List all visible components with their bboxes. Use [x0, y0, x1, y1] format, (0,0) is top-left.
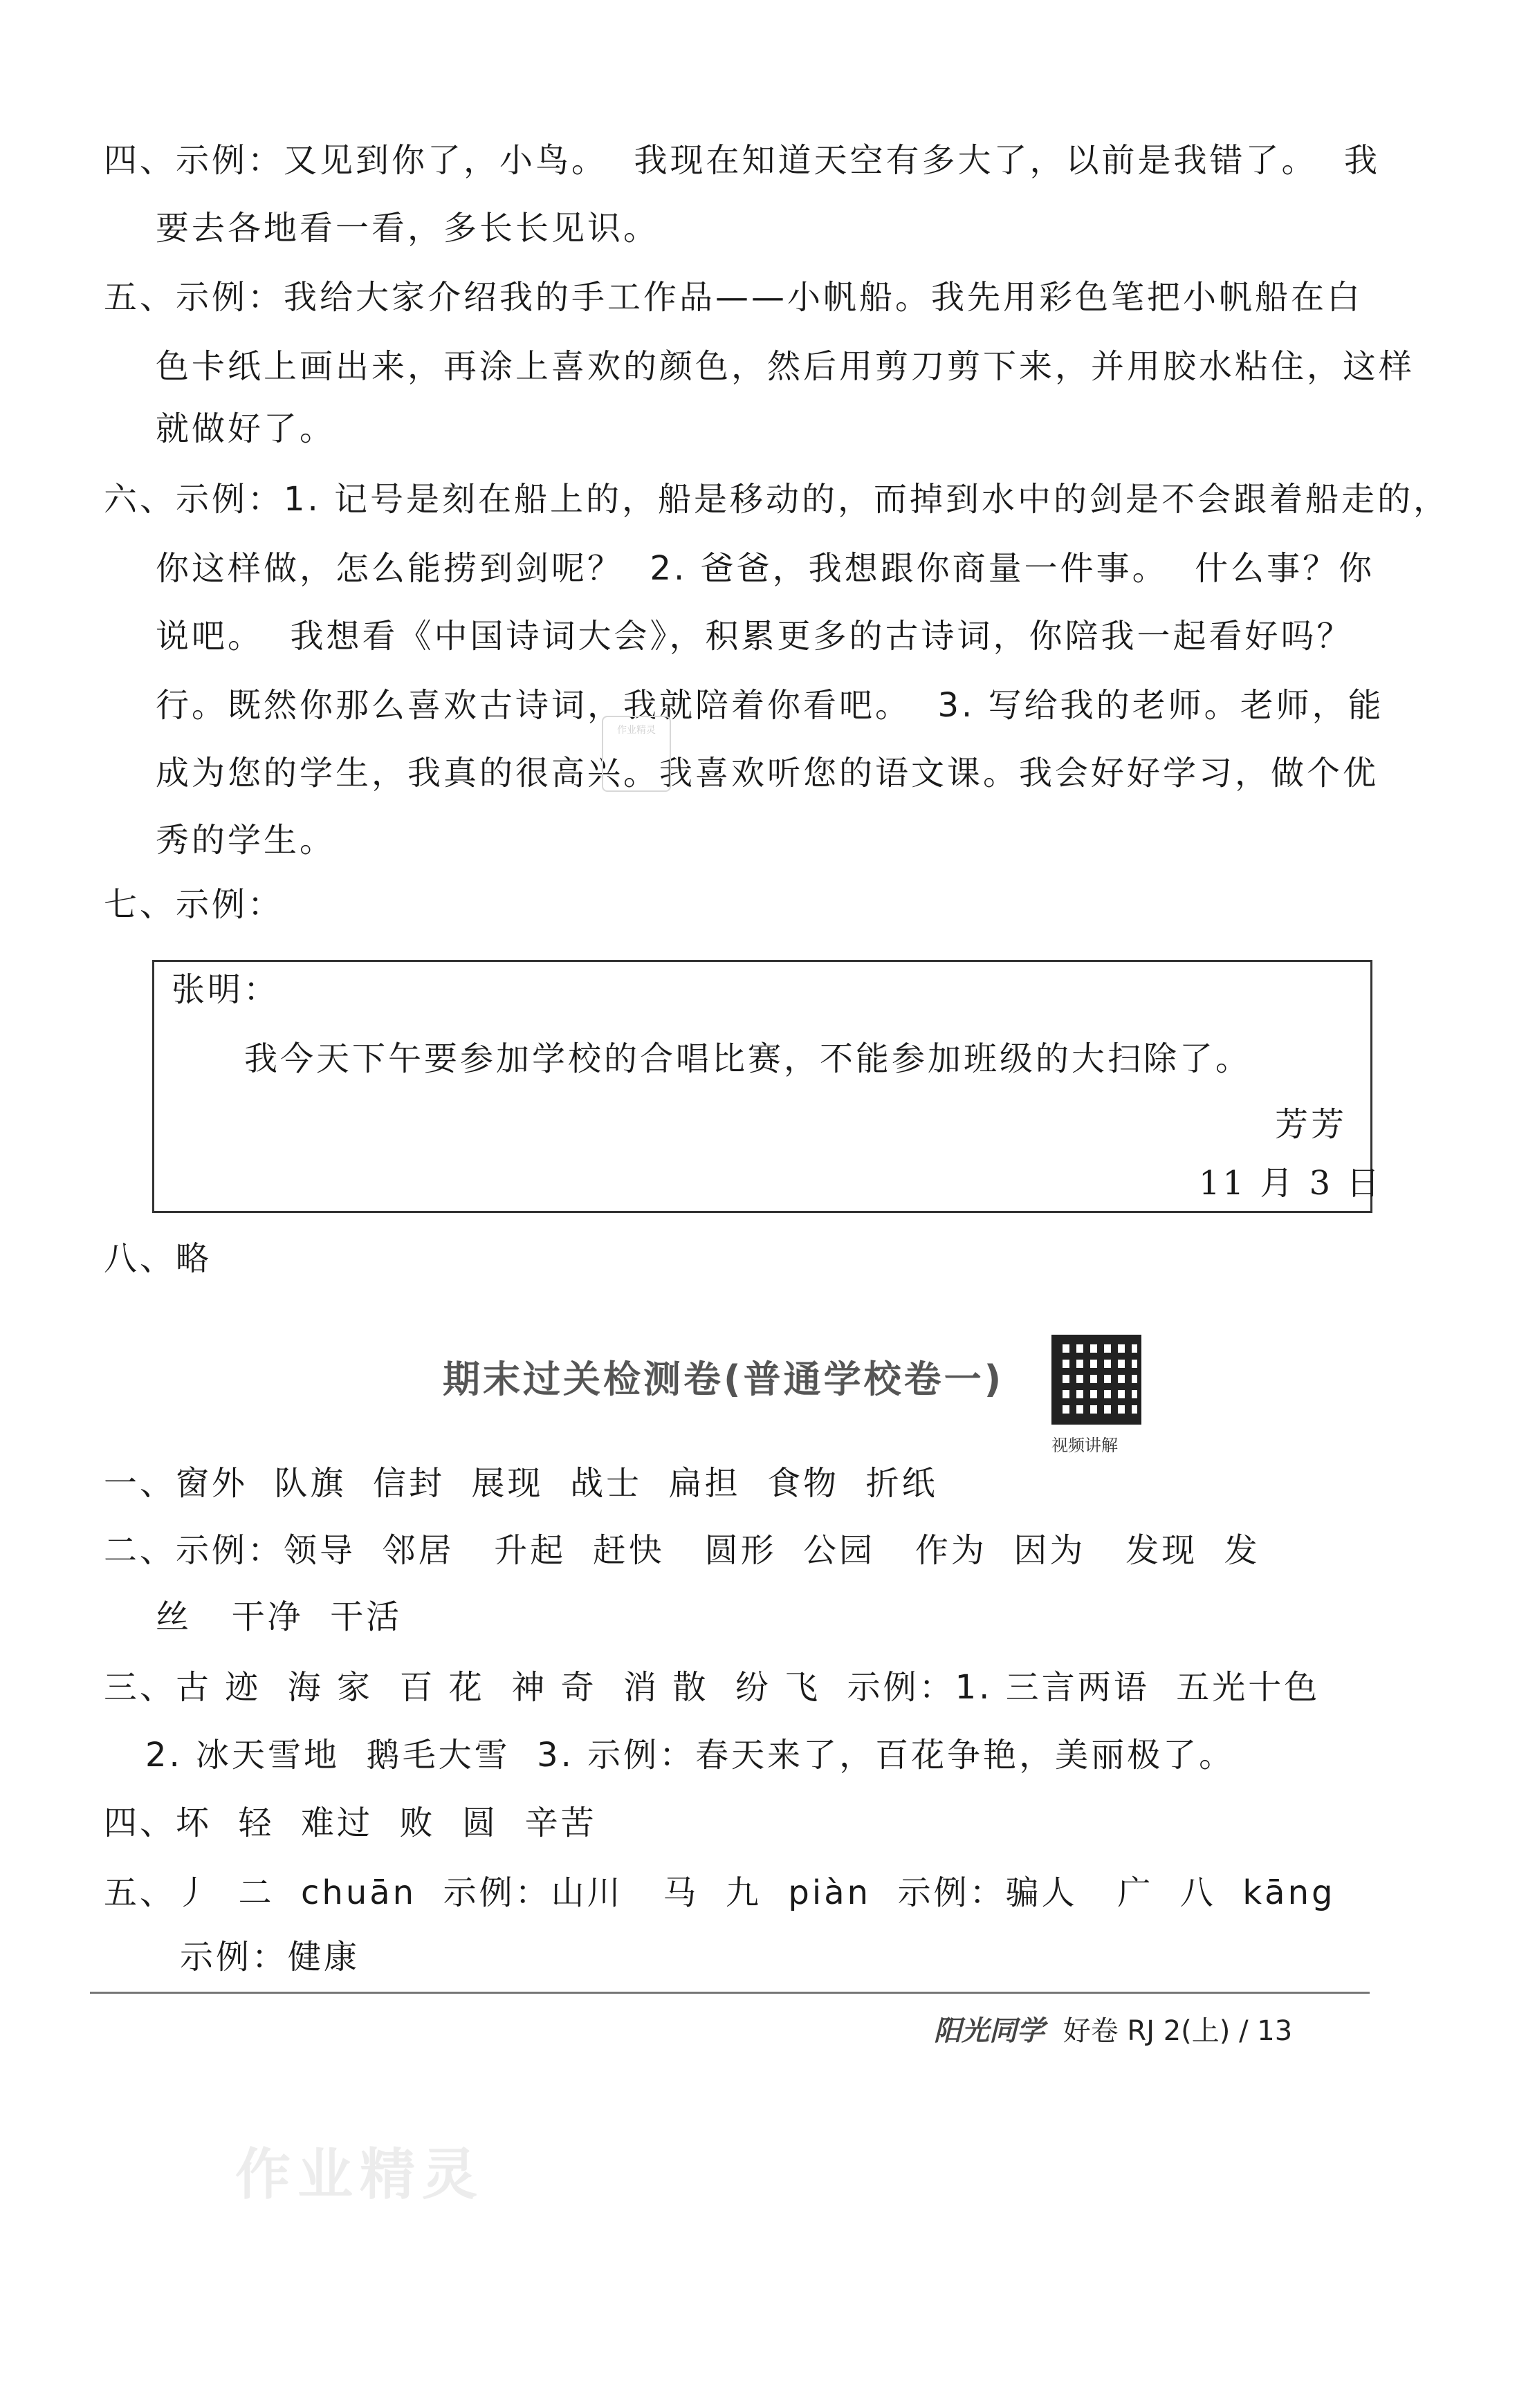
text-line: 五、示例：我给大家介绍我的手工作品——小帆船。我先用彩色笔把小帆船在白: [104, 278, 1363, 317]
text-line: 色卡纸上画出来，再涂上喜欢的颜色，然后用剪刀剪下来，并用胶水粘住，这样: [156, 347, 1415, 386]
answer-line: 丝 干净 干活: [156, 1597, 403, 1636]
answer-line: 一、窗外 队旗 信封 展现 战士 扁担 食物 折纸: [104, 1464, 938, 1503]
text-line: 就做好了。: [156, 409, 336, 448]
text-line: 你这样做，怎么能捞到剑呢？ 2. 爸爸，我想跟你商量一件事。 什么事？你: [156, 549, 1375, 588]
text-line: 说吧。 我想看《中国诗词大会》，积累更多的古诗词，你陪我一起看好吗？: [156, 617, 1353, 656]
answer-line: 五、丿 二 chuān 示例：山川 马 九 piàn 示例：骗人 广 八 kāng: [104, 1873, 1336, 1912]
text-line: 七、示例：: [104, 885, 284, 924]
text-line: 行。既然你那么喜欢古诗词，我就陪着你看吧。 3. 写给我的老师。老师，能: [156, 686, 1384, 725]
stamp-watermark: 作业精灵: [602, 716, 671, 792]
note-box: [152, 960, 1383, 1213]
text-line: 要去各地看一看，多长长见识。: [156, 209, 660, 248]
footer: [934, 2012, 1292, 2050]
section-title: 期末过关检测卷(普通学校卷一): [443, 1358, 1004, 1401]
text-line: 八、略: [104, 1239, 212, 1278]
note-date: 11 月 3 日: [1199, 1164, 1383, 1203]
text-line: 秀的学生。: [156, 821, 336, 860]
note-salutation: 张明：: [172, 970, 280, 1009]
text-line: 六、示例：1. 记号是刻在船上的，船是移动的，而掉到水中的剑是不会跟着船走的，: [104, 480, 1450, 519]
footer-divider: [90, 1992, 1370, 1994]
answer-line: 二、示例：领导 邻居 升起 赶快 圆形 公园 作为 因为 发现 发: [104, 1531, 1260, 1570]
page-label: 好卷 RJ 2(上) / 13: [1063, 2015, 1293, 2047]
note-body: 我今天下午要参加学校的合唱比赛，不能参加班级的大扫除了。: [244, 1039, 1252, 1078]
text-line: 四、示例：又见到你了，小鸟。 我现在知道天空有多大了，以前是我错了。 我: [104, 141, 1381, 180]
qr-code-icon[interactable]: [1051, 1335, 1141, 1425]
watermark: 作业精灵: [235, 2142, 484, 2207]
answer-line: 2. 冰天雪地 鹅毛大雪 3. 示例：春天来了，百花争艳，美丽极了。: [145, 1736, 1235, 1775]
text-line: 成为您的学生，我真的很高兴。我喜欢听您的语文课。我会好好学习，做个优: [156, 754, 1379, 793]
answer-line: 示例：健康: [180, 1938, 360, 1976]
answer-line: 四、坏 轻 难过 败 圆 辛苦: [104, 1804, 597, 1842]
brand-logo: 阳光同学: [934, 2015, 1045, 2047]
note-signature: 芳芳: [1275, 1105, 1348, 1144]
qr-label: 视频讲解: [1051, 1436, 1118, 1455]
answer-line: 三、古 迹 海 家 百 花 神 奇 消 散 纷 飞 示例：1. 三言两语 五光十色: [104, 1668, 1321, 1707]
